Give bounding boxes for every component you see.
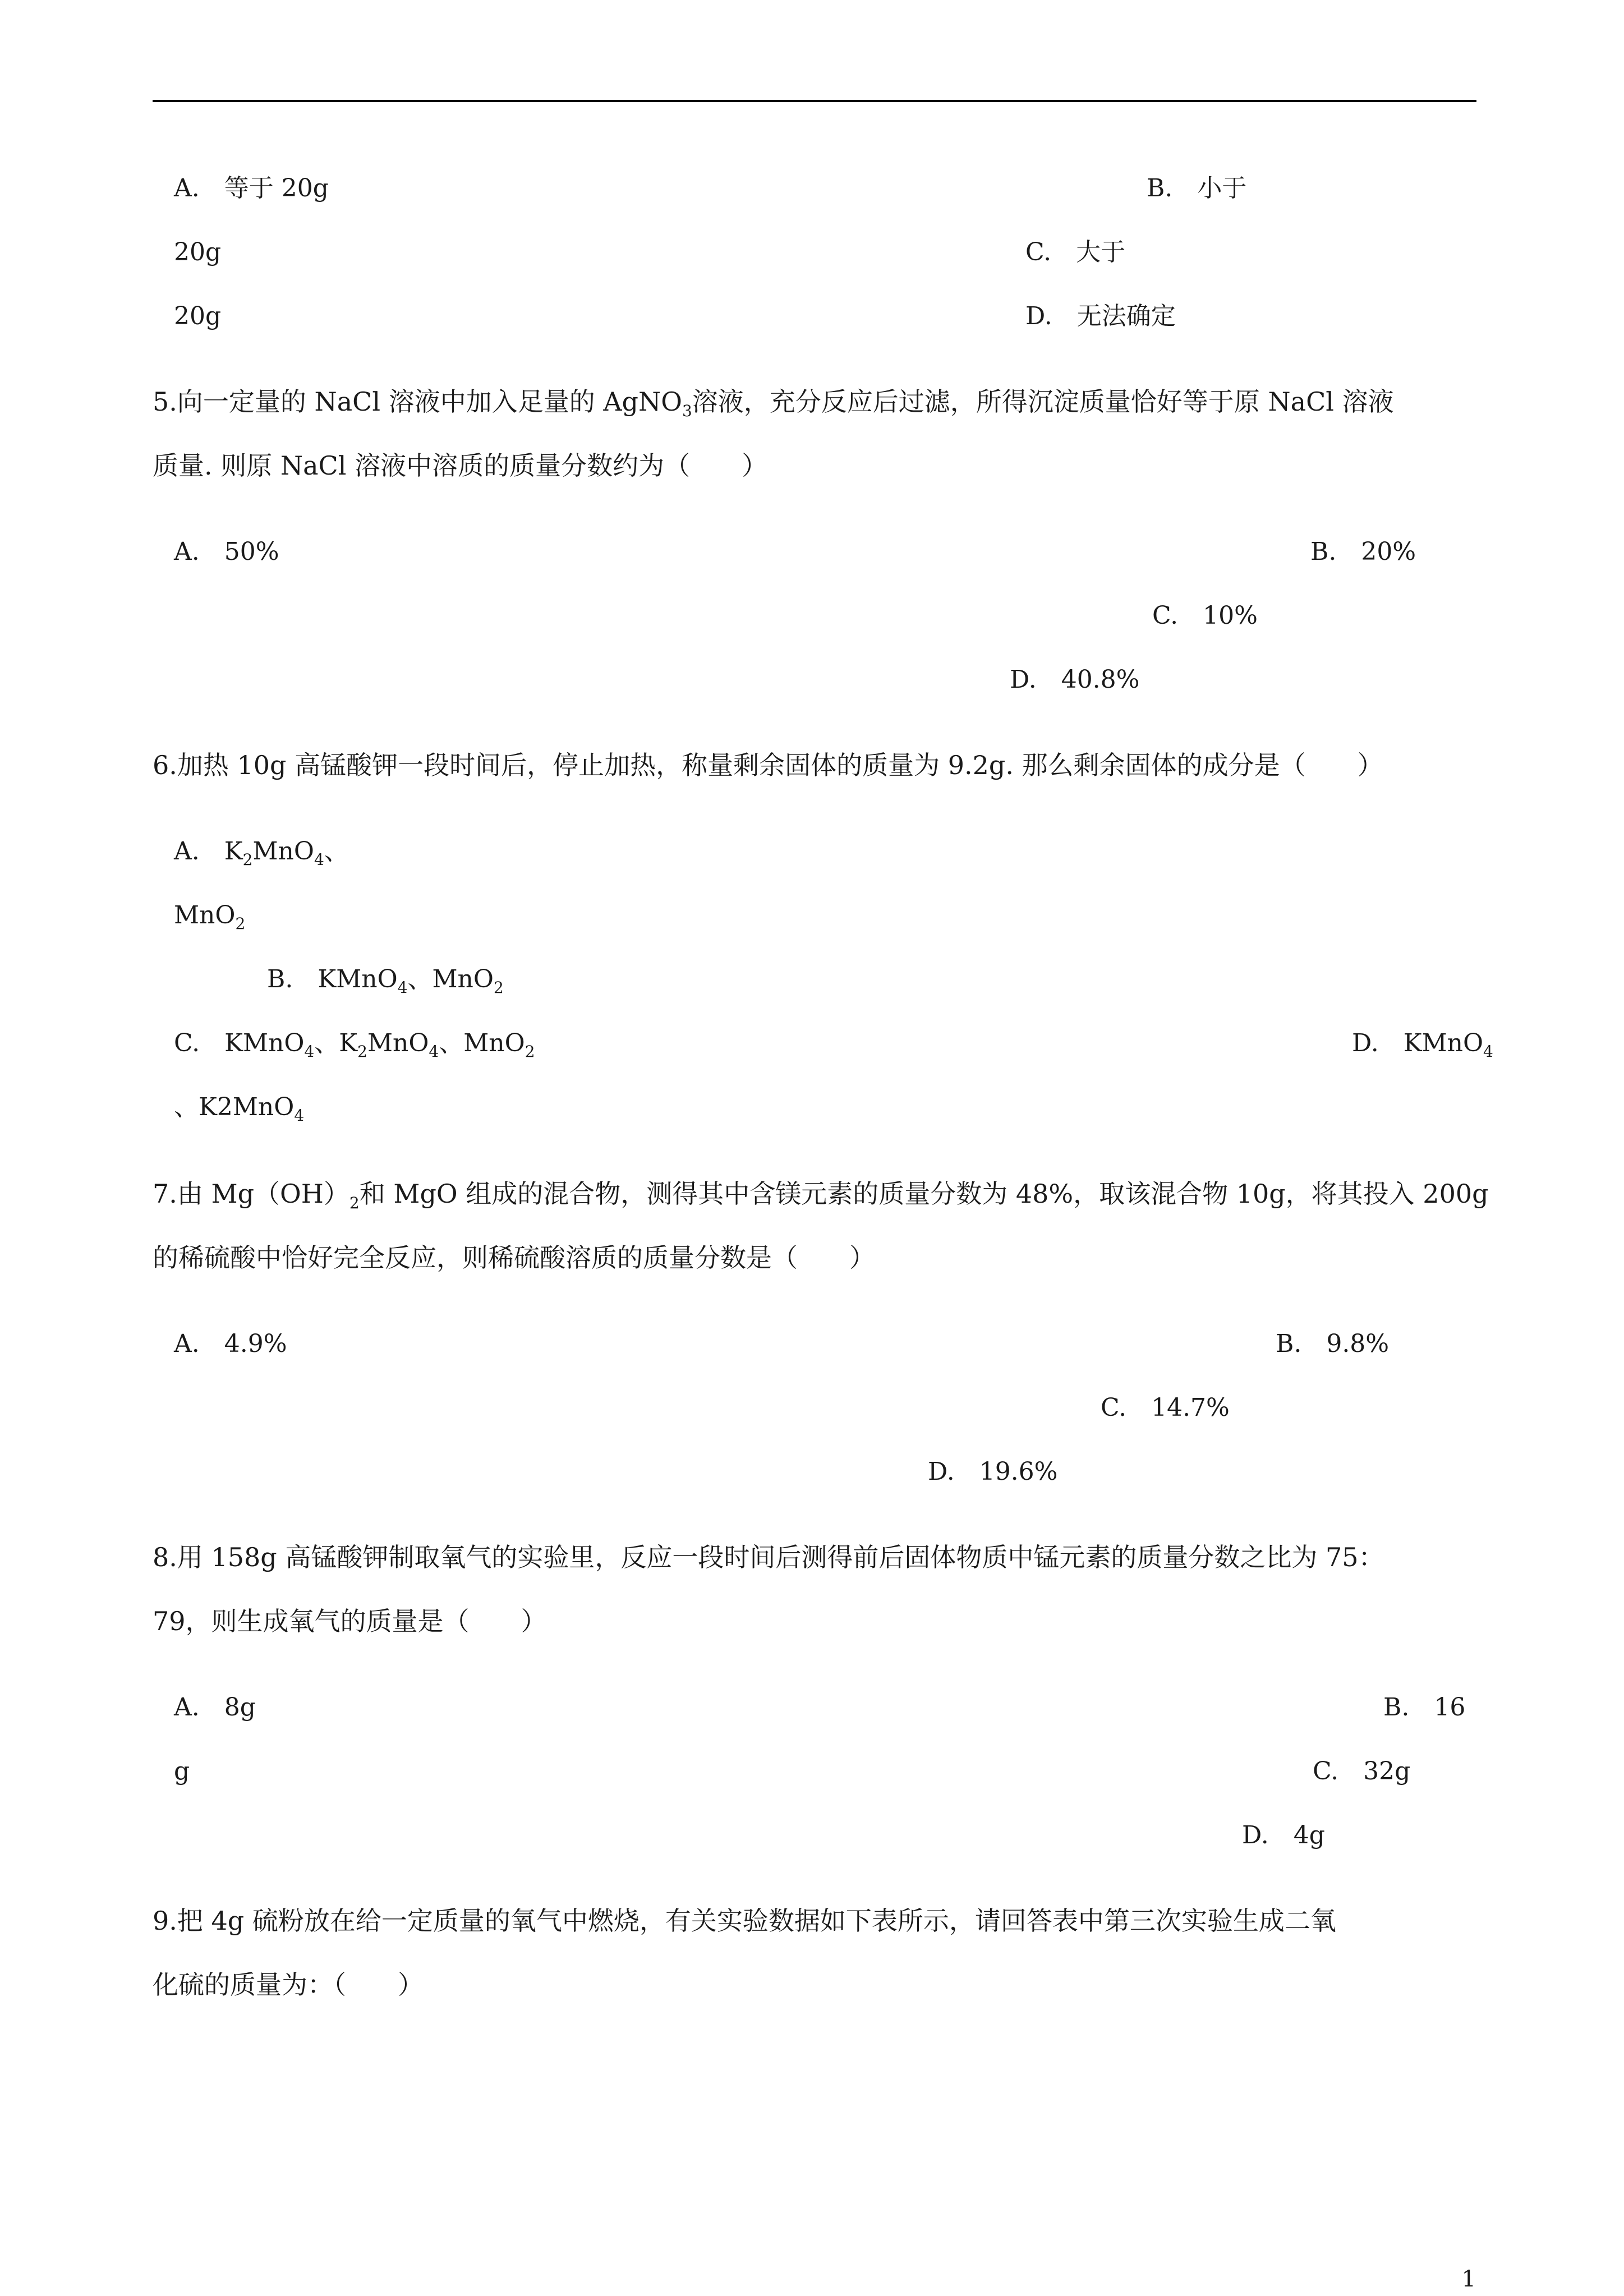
q6-c-part3: MnO [367,1029,429,1057]
q7-stem-post: 和 MgO 组成的混合物，测得其中含镁元素的质量分数为 48%，取该混合物 10g，将其投入 200g [359,1179,1489,1209]
q6-c-sub4: 2 [525,1042,535,1061]
header-rule [153,100,1476,102]
q8-option-c[interactable]: C. 32g [1313,1757,1411,1786]
q6-a-part3: 、 [324,837,349,866]
q6-b-sub1: 4 [397,978,408,997]
q6-a-cont-sub: 2 [235,914,246,933]
q8-stem-line2: 79，则生成氧气的质量是（ ） [153,1606,547,1636]
q7-stem-line2: 的稀硫酸中恰好完全反应，则稀硫酸溶质的质量分数是（ ） [153,1243,875,1273]
q5-stem-line2: 质量. 则原 NaCl 溶液中溶质的质量分数约为（ ） [153,450,768,481]
q4-option-c[interactable]: C. 大于 [1025,238,1126,266]
q6-option-c[interactable] [174,1027,535,1060]
q5-stem-pre: 5.向一定量的 NaCl 溶液中加入足量的 AgNO [153,386,682,417]
q6-option-a[interactable] [174,835,349,868]
q4-option-b-continued: 20g [174,238,222,266]
q7-stem [153,1177,1489,1211]
q8-stem: 8.用 158g 高锰酸钾制取氧气的实验里，反应一段时间后测得前后固体物质中锰元素的质量分数之比为 75： [153,1542,1384,1572]
q6-c-sub2: 2 [357,1042,367,1061]
q8-option-d[interactable]: D. 4g [1242,1821,1325,1849]
q5-stem-sub: 3 [682,402,692,420]
q7-stem-pre: 7.由 Mg（OH） [153,1179,349,1209]
q5-option-b[interactable]: B. 20% [1310,537,1416,566]
q8-option-a[interactable]: A. 8g [174,1693,256,1722]
q8-option-b-continued: g [174,1757,190,1786]
q4-option-d[interactable]: D. 无法确定 [1025,302,1176,330]
q6-a-sub1: 2 [242,850,253,869]
q6-option-d[interactable] [1352,1027,1493,1060]
q6-b-sub2: 2 [493,978,504,997]
q9-stem: 9.把 4g 硫粉放在给一定质量的氧气中燃烧，有关实验数据如下表所示，请回答表中第三次实验生成二氧 [153,1906,1336,1936]
q6-a-cont-part: MnO [174,901,236,930]
q6-option-a-continued [174,899,245,932]
q6-c-part2: 、K [314,1029,358,1057]
q5-option-c[interactable]: C. 10% [1152,601,1258,630]
q6-stem: 6.加热 10g 高锰酸钾一段时间后，停止加热，称量剩余固体的质量为 9.2g. 那么剩余固体的成分是（ ） [153,750,1383,780]
q5-option-d[interactable]: D. 40.8% [1010,665,1140,694]
q6-option-b[interactable] [267,963,504,996]
q4-option-b[interactable]: B. 小于 [1147,174,1247,203]
q4-option-c-continued: 20g [174,302,222,330]
q8-option-b[interactable]: B. 16 [1383,1693,1466,1722]
q6-c-part1: C. KMnO [174,1029,305,1057]
q7-option-c[interactable]: C. 14.7% [1101,1393,1230,1422]
q5-option-a[interactable]: A. 50% [174,537,279,566]
q7-option-b[interactable]: B. 9.8% [1276,1329,1390,1358]
q6-a-sub2: 4 [314,850,324,869]
q6-option-d-continued [174,1091,304,1124]
q6-d-sub1: 4 [1483,1042,1493,1061]
q6-c-sub1: 4 [304,1042,315,1061]
q6-d-cont-part: 、K2MnO [174,1093,295,1121]
q6-c-sub3: 4 [429,1042,439,1061]
page-number: 1 [1461,2266,1476,2292]
q4-option-a[interactable]: A. 等于 20g [174,174,329,203]
q7-option-d[interactable]: D. 19.6% [928,1457,1058,1486]
q6-b-part1: B. KMnO [267,965,398,993]
q6-d-part1: D. KMnO [1352,1029,1484,1057]
q7-option-a[interactable]: A. 4.9% [174,1329,287,1358]
q6-a-part2: MnO [252,837,314,866]
q6-b-part2: 、MnO [407,965,494,993]
q5-stem-post: 溶液，充分反应后过滤，所得沉淀质量恰好等于原 NaCl 溶液 [692,386,1394,417]
q6-a-part1: A. K [174,837,243,866]
q5-stem [153,385,1394,418]
q7-stem-sub: 2 [349,1194,360,1212]
q9-stem-line2: 化硫的质量为：（ ） [153,1970,424,2000]
q6-c-part4: 、MnO [439,1029,525,1057]
q6-d-cont-sub: 4 [294,1106,305,1125]
